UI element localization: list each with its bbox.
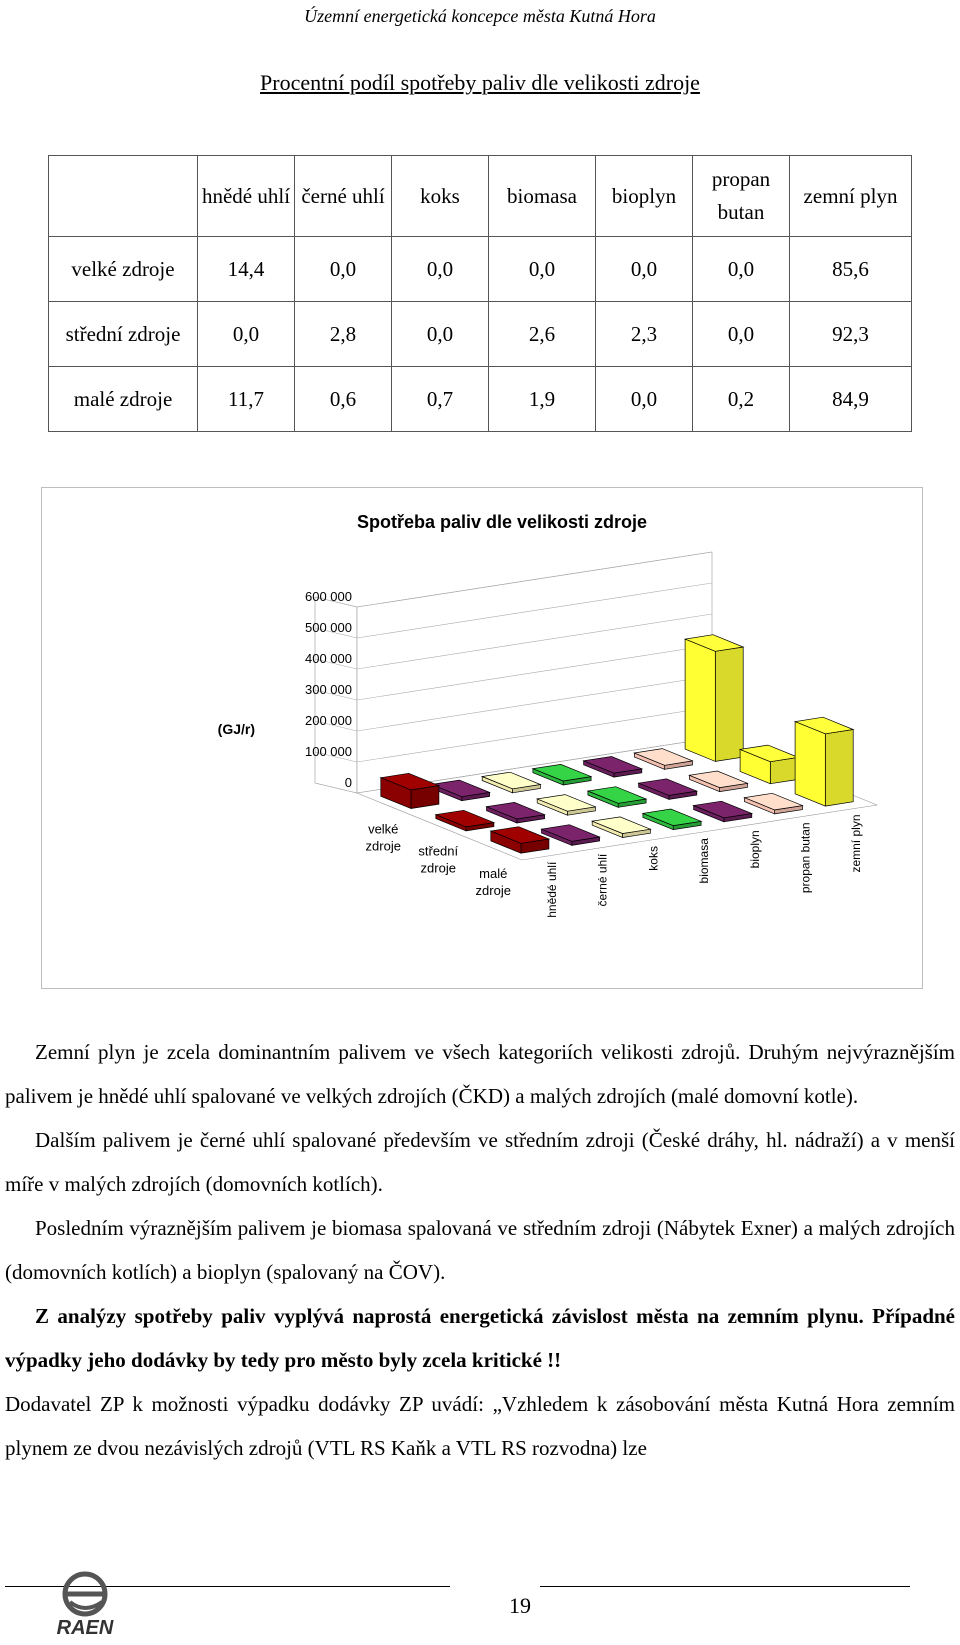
table-cell: 0,0	[392, 302, 489, 367]
series-axis-label: biomasa	[697, 838, 711, 884]
table-cell: 0,0	[489, 237, 596, 302]
table-cell: 85,6	[790, 237, 912, 302]
table-cell: 0,0	[392, 237, 489, 302]
table-cell: 2,8	[295, 302, 392, 367]
running-header: Územní energetická koncepce města Kutná Hora	[304, 6, 656, 26]
table-cell: 0,0	[295, 237, 392, 302]
column-header: biomasa	[489, 156, 596, 237]
y-tick-label: 400 000	[305, 651, 352, 666]
fuel-share-table	[48, 155, 912, 432]
series-axis-label: bioplyn	[747, 830, 762, 869]
series-axis-label: hnědé uhlí	[544, 861, 559, 918]
table-cell: 2,3	[596, 302, 693, 367]
y-axis-label: (GJ/r)	[217, 721, 255, 737]
page-number: 19	[509, 1593, 531, 1618]
fuel-consumption-chart	[41, 487, 923, 989]
column-header: propan butan	[693, 156, 790, 237]
body-text	[5, 1030, 955, 1470]
chart-title: Spotřeba paliv dle velikosti zdroje	[356, 512, 648, 532]
grid-layer	[315, 552, 877, 860]
paragraph: Zemní plyn je zcela dominantním palivem ve všech kategoriích velikosti zdrojů. Druhým nejvýraznějším palivem je hnědé uhlí spalované ve velkých zdrojích (ČKD) a malých zdrojích (malé domovní kotle).	[5, 1040, 955, 1108]
table-cell: 0,6	[295, 367, 392, 432]
column-header: černé uhlí	[295, 156, 392, 237]
table-cell: 11,7	[198, 367, 295, 432]
table-cell: 0,0	[596, 237, 693, 302]
category-label: malé zdroje	[475, 865, 511, 898]
bar-zemní-plyn-2	[795, 717, 853, 806]
chart-canvas	[42, 488, 922, 988]
column-header: bioplyn	[596, 156, 693, 237]
y-tick-label: 0	[344, 775, 352, 790]
paragraph: Posledním výraznějším palivem je biomasa spalovaná ve středním zdroji (Nábytek Exner) a malých zdrojích (domovních kotlích) a bioplyn (spalovaný na ČOV).	[5, 1216, 955, 1284]
table-row	[49, 302, 912, 367]
y-tick-label: 100 000	[305, 744, 352, 759]
svg-text:RAEN: RAEN	[56, 1617, 114, 1639]
table-cell: 0,7	[392, 367, 489, 432]
table-cell: 1,9	[489, 367, 596, 432]
table-corner-cell	[49, 156, 198, 237]
column-header: hnědé uhlí	[198, 156, 295, 237]
table-cell: 84,9	[790, 367, 912, 432]
series-axis-label: zemní plyn	[849, 814, 864, 873]
column-header: koks	[392, 156, 489, 237]
row-label: střední zdroje	[49, 302, 198, 367]
footer-rule-right	[540, 1586, 910, 1587]
y-tick-label: 600 000	[305, 589, 352, 604]
category-label: velké zdroje	[365, 821, 401, 854]
series-axis-label: koks	[646, 846, 661, 871]
table-cell: 0,0	[693, 302, 790, 367]
row-label: malé zdroje	[49, 367, 198, 432]
conclusion-paragraph: Z analýzy spotřeby paliv vyplývá naprostá energetická závislost města na zemním plynu. Případné výpadky jeho dodávky by tedy pro město byly zcela kritické !!	[5, 1304, 955, 1372]
table-cell: 14,4	[198, 237, 295, 302]
series-axis-label: propan butan	[798, 822, 813, 894]
row-label: velké zdroje	[49, 237, 198, 302]
table-cell: 0,0	[693, 237, 790, 302]
table-cell: 0,0	[198, 302, 295, 367]
table-header-row	[49, 156, 912, 237]
series-axis-label: černé uhlí	[595, 853, 610, 907]
y-tick-label: 200 000	[305, 713, 352, 728]
table-cell: 2,6	[489, 302, 596, 367]
y-tick-label: 300 000	[305, 682, 352, 697]
bar-zemní-plyn-0	[685, 635, 743, 762]
section-title: Procentní podíl spotřeby paliv dle velikosti zdroje	[260, 70, 700, 95]
table-cell: 0,2	[693, 367, 790, 432]
y-tick-label: 500 000	[305, 620, 352, 635]
table-cell: 0,0	[596, 367, 693, 432]
column-header: zemní plyn	[790, 156, 912, 237]
paragraph: Dalším palivem je černé uhlí spalované především ve středním zdroji (České dráhy, hl. nádraží) a v menší míře v malých zdrojích (domovních kotlích).	[5, 1128, 955, 1196]
category-label: střední zdroje	[418, 843, 459, 876]
table-row	[49, 367, 912, 432]
paragraph: Dodavatel ZP k možnosti výpadku dodávky ZP uvádí: „Vzhledem k zásobování města Kutná Hora zemním plynem ze dvou nezávislých zdrojů (VTL RS Kaňk a VTL RS rozvodna) lze	[5, 1392, 955, 1460]
table-cell: 92,3	[790, 302, 912, 367]
table-row	[49, 237, 912, 302]
